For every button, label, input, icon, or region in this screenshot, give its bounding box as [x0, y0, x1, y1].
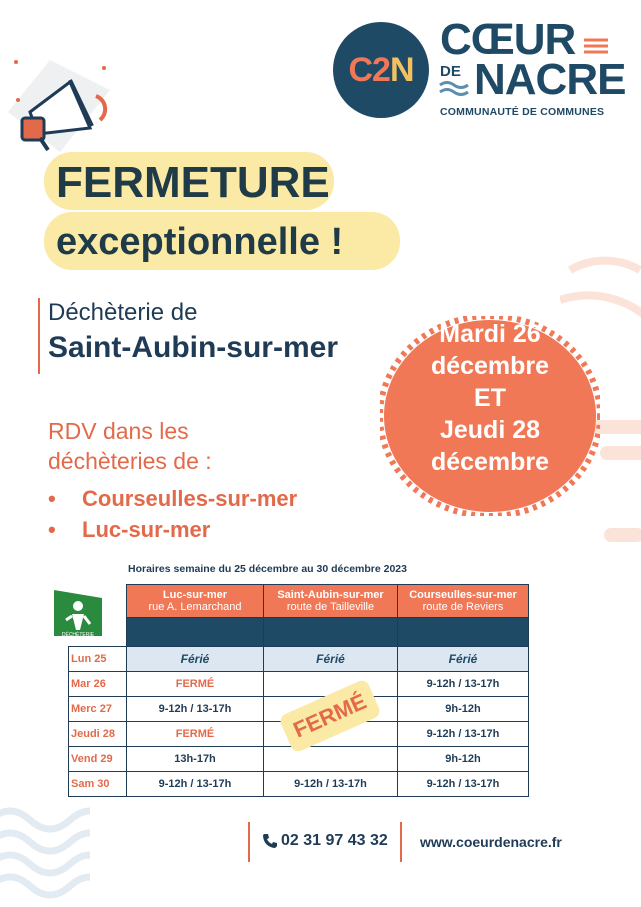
column-header-address: route de Reviers: [422, 601, 504, 613]
logo-letter-n: N: [389, 50, 414, 89]
hours-cell: [264, 747, 398, 772]
brand-subtitle: COMMUNAUTÉ DE COMMUNES: [440, 106, 605, 118]
headline-line-1: FERMETURE: [56, 158, 330, 207]
table-corner: [69, 618, 127, 647]
hours-cell: FERMÉ: [127, 722, 264, 747]
navy-cell: [127, 618, 264, 647]
closed-stamp: FERMÉ: [278, 678, 382, 754]
hours-cell: 9-12h / 13-17h: [264, 772, 398, 797]
table-header-row: [69, 585, 529, 618]
navy-cell: [398, 618, 529, 647]
hours-cell: Férié: [264, 647, 398, 672]
footer-divider-left: [248, 822, 250, 862]
decorative-bar-right: [604, 520, 641, 550]
logo-digit-2: 2: [372, 50, 390, 89]
closure-date-line-2: décembre: [430, 352, 550, 380]
dechetterie-logo-label: DÉCHÈTERIE: [61, 632, 95, 638]
brand-wave-blue-icon: [438, 80, 470, 100]
location-label: Déchèterie de: [48, 299, 198, 326]
column-header-staubin: [264, 585, 398, 618]
day-cell: Lun 25: [69, 647, 127, 672]
closure-date-line-1: Mardi 26: [439, 320, 541, 348]
table-corner: [69, 585, 127, 618]
hours-cell: 9h-12h: [398, 747, 529, 772]
day-cell: Sam 30: [69, 772, 127, 797]
day-cell: Mar 26: [69, 672, 127, 697]
closure-dates-text: [392, 318, 588, 478]
brand-logo: [333, 22, 429, 118]
brand-name-coeur: CŒUR: [440, 15, 576, 64]
column-header-luc: [127, 585, 264, 618]
hours-cell: 9-12h / 13-17h: [398, 722, 529, 747]
brand-name-nacre: NACRE: [474, 55, 626, 104]
alternative-item: [48, 484, 297, 514]
day-cell: Merc 27: [69, 697, 127, 722]
table-navy-row: [69, 618, 529, 647]
column-header-name: Saint-Aubin-sur-mer: [277, 589, 384, 601]
closure-date-line-4: Jeudi 28: [439, 416, 541, 444]
megaphone-icon: [0, 42, 120, 152]
headline-line-2: exceptionnelle !: [56, 221, 344, 263]
column-header-address: route de Tailleville: [286, 601, 375, 613]
phone-number[interactable]: 02 31 97 43 32: [281, 832, 388, 849]
hours-cell: FERMÉ: [127, 672, 264, 697]
brand-name-de: DE: [440, 63, 461, 80]
alternative-item: [48, 515, 210, 545]
day-cell: Jeudi 28: [69, 722, 127, 747]
day-cell: Vend 29: [69, 747, 127, 772]
bullet-point: •: [48, 486, 56, 511]
closure-date-line-5: décembre: [430, 448, 550, 476]
closure-date-line-3: ET: [474, 384, 506, 412]
column-header-name: Luc-sur-mer: [162, 589, 228, 601]
location-accent-bar: [38, 298, 40, 374]
table-row: [69, 672, 529, 697]
table-row: [69, 647, 529, 672]
schedule-caption: Horaires semaine du 25 décembre au 30 décembre 2023: [128, 563, 407, 575]
alternative-name: Courseulles-sur-mer: [82, 486, 298, 511]
hours-cell: Férié: [398, 647, 529, 672]
hours-cell: Férié: [127, 647, 264, 672]
alternatives-intro: RDV dans les déchèteries de :: [48, 418, 212, 474]
decorative-waves-bottom-left: [0, 780, 90, 907]
table-row: [69, 772, 529, 797]
footer-divider-right: [400, 822, 402, 862]
hours-cell: 13h-17h: [127, 747, 264, 772]
hours-cell: 9-12h / 13-17h: [398, 672, 529, 697]
location-name: Saint-Aubin-sur-mer: [48, 331, 339, 364]
hours-cell: 9-12h / 13-17h: [398, 772, 529, 797]
column-header-courseulles: [398, 585, 529, 618]
column-header-address: rue A. Lemarchand: [148, 601, 242, 613]
bullet-point: •: [48, 517, 56, 542]
schedule-table: [68, 584, 529, 797]
navy-cell: [264, 618, 398, 647]
hours-cell: 9-12h / 13-17h: [127, 697, 264, 722]
website-link[interactable]: www.coeurdenacre.fr: [420, 834, 562, 850]
hours-cell: 9h-12h: [398, 697, 529, 722]
column-header-name: Courseulles-sur-mer: [409, 589, 517, 601]
logo-letter-c: C: [348, 50, 373, 89]
phone-icon: [262, 833, 278, 849]
alternative-name: Luc-sur-mer: [82, 517, 211, 542]
hours-cell: 9-12h / 13-17h: [127, 772, 264, 797]
